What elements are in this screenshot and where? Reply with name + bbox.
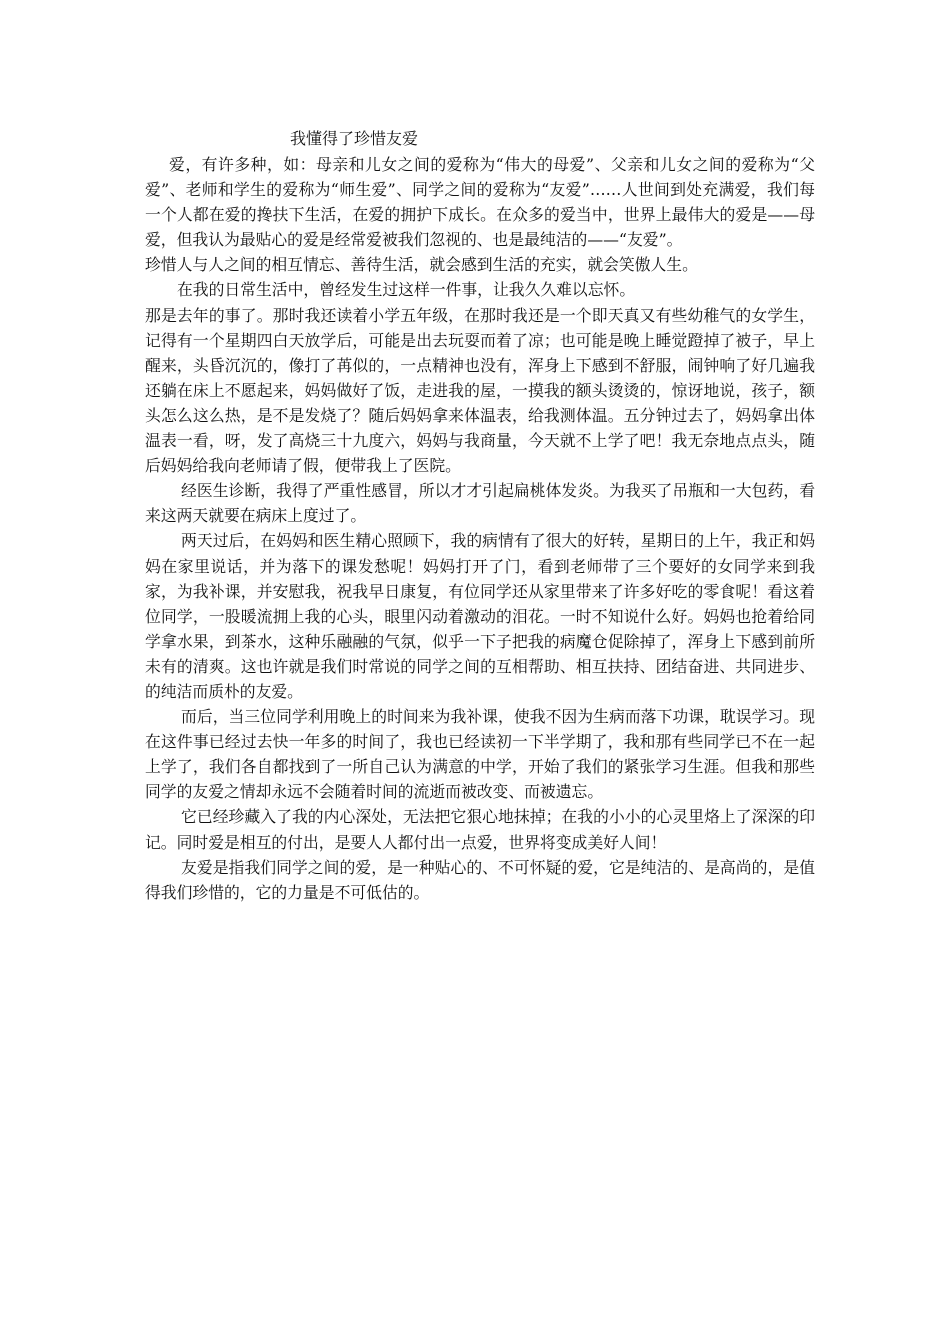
paragraph-two-days-later: 两天过后，在妈妈和医生精心照顾下，我的病情有了很大的好转，星期日的上午，我正和妈妈在家里说话，并为落下的课发愁呢！妈妈打开了门，看到老师带了三个要好的女同学来到我家，为我补课，并安慰我，祝我早日康复，有位同学还从家里带来了许多好吃的零食呢！看这着位同学，一股暖流拥上我的心头，眼里闪动着激动的泪花。一时不知说什么好。妈妈也抢着给同学拿水果，到茶水，这种乐融融的气氛，似乎一下子把我的病魔仓促除掉了，浑身上下感到前所未有的清爽。这也许就是我们时常说的同学之间的互相帮助、相互扶持、团结奋进、共同进步、的纯洁而质朴的友爱。 — [145, 531, 815, 701]
paragraph-event-intro: 在我的日常生活中，曾经发生过这样一件事，让我久久难以忘怀。 — [177, 280, 636, 300]
paragraph-last-year: 那是去年的事了。那时我还读着小学五年级，在那时我还是一个即天真又有些幼稚气的女学生，记得有一个星期四白天放学后，可能是出去玩耍而着了凉；也可能是晚上睡觉蹬掉了被子，早上醒来，头昏沉沉的，像打了苒似的，一点精神也没有，浑身上下感到不舒服，闹钟响了好几遍我还躺在床上不愿起来，妈妈做好了饭，走进我的屋，一摸我的额头烫烫的，惊讶地说，孩子，额头怎么这么热，是不是发烧了？随后妈妈拿来体温表，给我测体温。五分钟过去了，妈妈拿出体温表一看，呀，发了高烧三十九度六，妈妈与我商量，今天就不上学了吧！我无奈地点点头，随后妈妈给我向老师请了假，便带我上了医院。 — [145, 305, 815, 476]
paragraph-conclusion: 友爱是指我们同学之间的爱，是一种贴心的、不可怀疑的爱，它是纯洁的、是高尚的，是值得我们珍惜的，它的力量是不可低估的。 — [145, 857, 815, 902]
paragraph-intro: 爱，有许多种，如：母亲和儿女之间的爱称为“伟大的母爱”、父亲和儿女之间的爱称为“父爱”、老师和学生的爱称为“师生爱”、同学之间的爱称为“友爱”……人世间到处充满爱，我们每一个人都在爱的搀扶下生活，在爱的拥护下成长。在众多的爱当中，世界上最伟大的爱是——母爱，但我认为最贴心的爱是经常爱被我们忽视的、也是最纯洁的——“友爱”。 — [145, 155, 815, 250]
document-title: 我懂得了珍惜友爱 — [290, 129, 419, 148]
paragraph-cherish: 珍惜人与人之间的相互情忘、善待生活，就会感到生活的充实，就会笑傲人生。 — [145, 255, 698, 275]
paragraph-afterwards: 而后，当三位同学利用晚上的时间来为我补课，使我不因为生病而落下功课，耽误学习。现在这件事已经过去快一年多的时间了，我也已经读初一下半学期了，我和那有些同学已不在一起上学了，我们各自都找到了一所自己认为满意的中学，开始了我们的紧张学习生涯。但我和那些同学的友爱之情却永远不会随着时间的流逝而被改变、而被遗忘。 — [145, 707, 815, 802]
document-page — [145, 126, 815, 905]
paragraph-treasured: 它已经珍藏入了我的内心深处，无法把它狠心地抹掉；在我的小小的心灵里烙上了深深的印记。同时爱是相互的付出，是要人人都付出一点爱，世界将变成美好人间！ — [145, 807, 815, 852]
paragraph-diagnosis: 经医生诊断，我得了严重性感冒，所以才才引起扁桃体发炎。为我买了吊瓶和一大包药，看来这两天就要在病床上度过了。 — [145, 481, 815, 526]
